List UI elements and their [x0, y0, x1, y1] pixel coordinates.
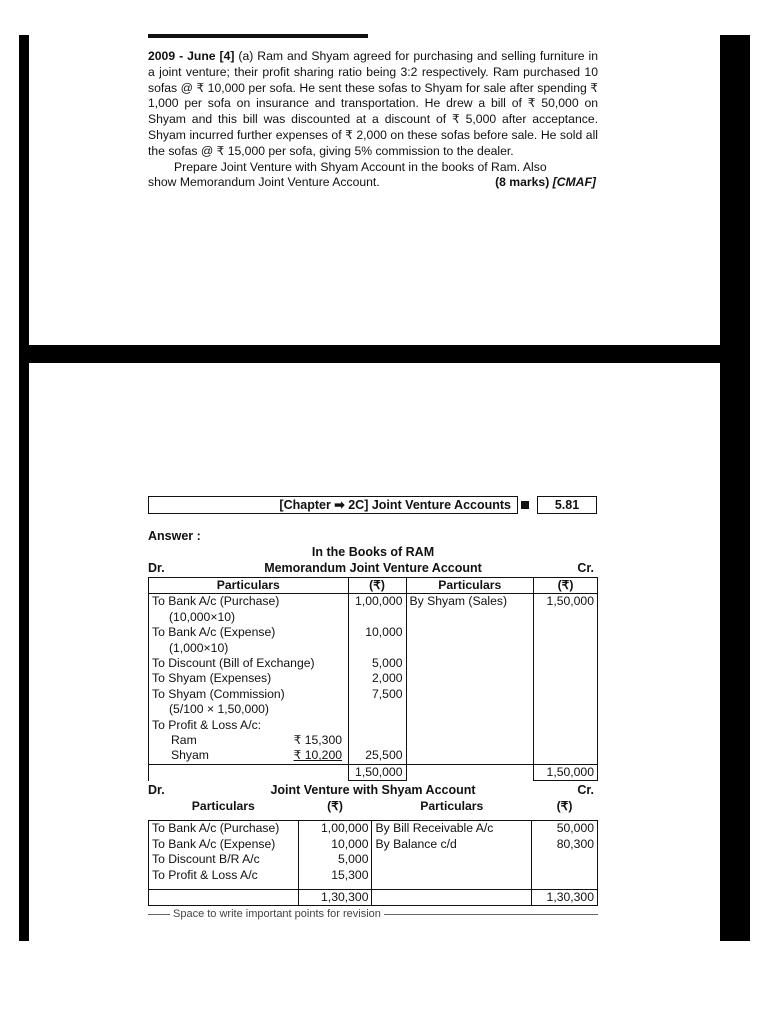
memo-title: Memorandum Joint Venture Account: [264, 561, 482, 575]
table-row: To Shyam (Expenses) 2,000: [149, 671, 598, 686]
revision-footer: [148, 908, 598, 920]
question-prefix: 2009 - June [4]: [148, 49, 235, 63]
table-row: To Bank A/c (Expense) 10,000 By Balance c/d 80,300: [149, 837, 598, 852]
jv-col-amount-left: (₹): [327, 799, 343, 813]
table-row: To Profit & Loss A/c 15,300: [149, 868, 598, 883]
jv-cr: Cr.: [577, 783, 594, 797]
jv-col-amount-right: (₹): [556, 799, 573, 813]
memo-header: [148, 561, 598, 577]
memo-col-particulars-left: Particulars: [149, 578, 349, 594]
table-row: To Discount B/R A/c 5,000: [149, 852, 598, 867]
table-row-shyam-share: [149, 748, 598, 764]
books-title: In the Books of RAM: [311, 545, 435, 559]
shyam-share: ₹ 10,200: [293, 748, 342, 763]
page-number: 5.81: [537, 496, 597, 514]
jv-total-right: 1,30,300: [532, 890, 598, 906]
table-row: (1,000×10): [149, 641, 598, 656]
chapter-heading: [Chapter ➡ 2C] Joint Venture Accounts: [148, 496, 518, 514]
page-divider-bar: [19, 345, 750, 363]
memo-dr: Dr.: [148, 561, 165, 575]
jv-col-particulars-right: Particulars: [420, 799, 484, 813]
memo-col-particulars-right: Particulars: [406, 578, 534, 594]
chapter-square-marker: [521, 501, 529, 509]
memo-cr: Cr.: [577, 561, 594, 575]
ram-label: Ram: [171, 733, 197, 748]
jv-total-left: 1,30,300: [298, 890, 372, 906]
table-row: To Profit & Loss A/c:: [149, 718, 598, 733]
ram-share: ₹ 15,300: [293, 733, 342, 748]
memo-total-right: 1,50,000: [534, 764, 598, 780]
revision-note: Space to write important points for revision: [173, 908, 381, 920]
marks: (8 marks): [495, 175, 550, 190]
profit-total: 25,500: [348, 748, 406, 764]
shyam-label: Shyam: [171, 748, 209, 763]
jv-table: [148, 799, 598, 906]
table-row: To Discount (Bill of Exchange) 5,000: [149, 656, 598, 671]
memo-table: [148, 577, 598, 781]
instruction-line-2: show Memorandum Joint Venture Account.: [148, 175, 380, 190]
jv-total-row: [149, 890, 598, 906]
table-row: To Bank A/c (Purchase) 1,00,000 By Shyam (Sales) 1,50,000: [149, 594, 598, 610]
source-tag: [CMAF]: [552, 175, 596, 190]
top-rule: [148, 34, 368, 38]
memo-col-amount-left: (₹): [348, 578, 406, 594]
frame-right-bar: [720, 35, 750, 941]
instruction-line-1: Prepare Joint Venture with Shyam Account in the books of Ram. Also: [174, 159, 547, 174]
question-text: [148, 49, 598, 191]
jv-header: [148, 783, 598, 799]
memo-total-left: 1,50,000: [348, 764, 406, 780]
jv-dr: Dr.: [148, 783, 165, 797]
memo-col-amount-right: (₹): [534, 578, 598, 594]
answer-label: Answer :: [148, 529, 201, 543]
memo-total-row: [149, 764, 598, 780]
table-row: (5/100 × 1,50,000): [149, 702, 598, 717]
frame-left-bar: [19, 35, 29, 941]
table-row: To Shyam (Commission) 7,500: [149, 687, 598, 702]
question-body: (a) Ram and Shyam agreed for purchasing and selling furniture in a joint venture; their profit sharing ratio being 3:2 respectively. Ram purchased 10 sofas @ ₹ 10,000 per sofa. He sent these sofas to Shyam for sale after spending ₹ 1,000 per sofa on insurance and transportation. He drew a bill of ₹ 50,000 on Shyam and this bill was discounted at a discount of ₹ 5,000 after acceptance. Shyam incurred further expenses of ₹ 2,000 on these sofas before sale. He sold all the sofas @ ₹ 15,000 per sofa, giving 5% commission to the dealer.: [148, 49, 598, 158]
table-row-ram-share: [149, 733, 598, 748]
table-row: To Bank A/c (Expense) 10,000: [149, 625, 598, 640]
jv-title: Joint Venture with Shyam Account: [270, 783, 476, 797]
table-row: (10,000×10): [149, 610, 598, 625]
table-row: To Bank A/c (Purchase) 1,00,000 By Bill Receivable A/c 50,000: [149, 821, 598, 837]
jv-col-particulars-left: Particulars: [191, 799, 255, 813]
